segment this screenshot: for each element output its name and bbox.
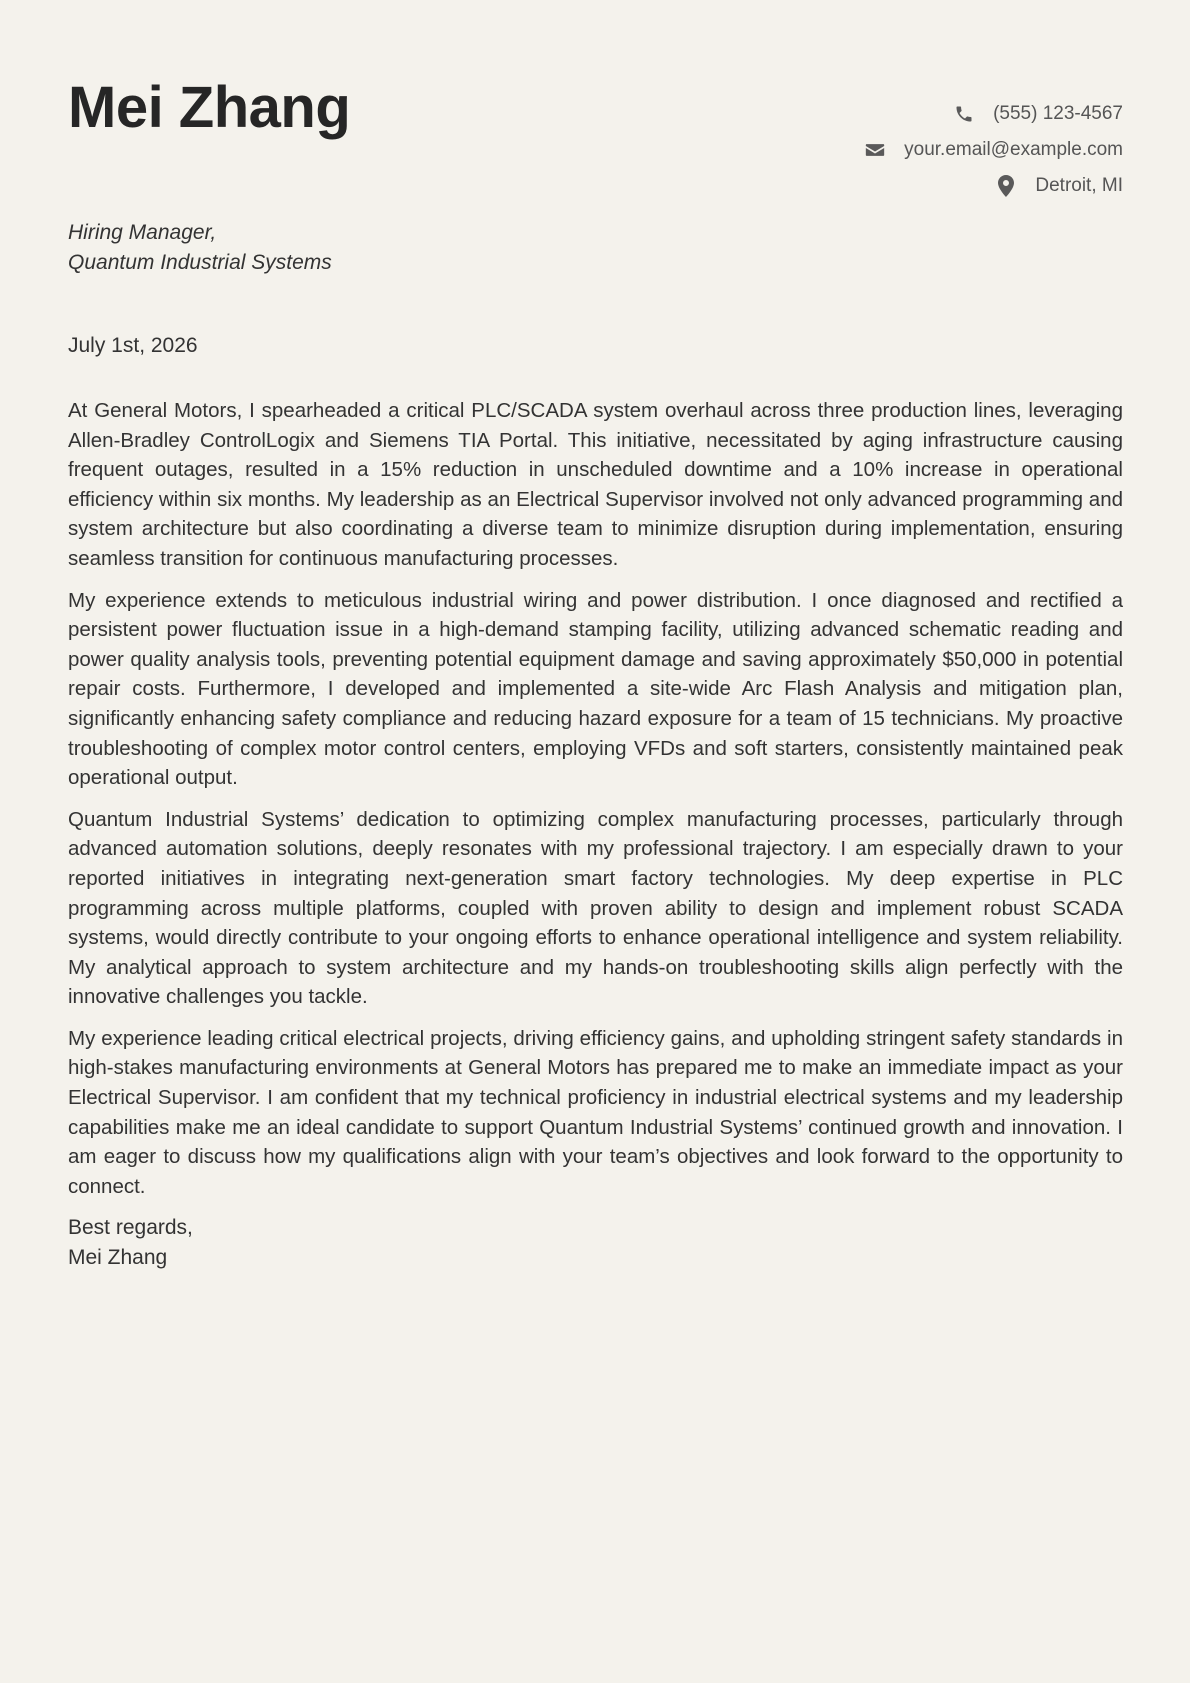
letter-body xyxy=(68,396,1123,1273)
contact-location xyxy=(864,168,1123,204)
recipient-title: Hiring Manager, xyxy=(68,221,217,244)
contact-phone xyxy=(864,96,1123,132)
contact-email xyxy=(864,132,1123,168)
email-text: your.email@example.com xyxy=(904,139,1123,160)
envelope-icon xyxy=(864,139,886,161)
letter-date: July 1st, 2026 xyxy=(68,334,198,357)
recipient-company: Quantum Industrial Systems xyxy=(68,251,332,274)
cover-letter-page xyxy=(68,0,1123,1270)
body-paragraph-4: My experience leading critical electrical projects, driving efficiency gains, and upholding stringent safety standards in high-stakes manufacturing environments at General Motors has prepared me to make an immediate impact as your Electrical Supervisor. I am confident that my technical proficiency in industrial electrical systems and my leadership capabilities make me an ideal candidate to support Quantum Industrial Systems’ continued growth and innovation. I am eager to discuss how my qualifications align with your team’s objectives and look forward to the opportunity to connect. xyxy=(68,1026,1123,1198)
body-paragraph-2: My experience extends to meticulous industrial wiring and power distribution. I once diagnosed and rectified a persistent power fluctuation issue in a high-demand stamping facility, utilizing advanced schematic reading and power quality analysis tools, preventing potential equipment damage and saving approximately $50,000 in potential repair costs. Furthermore, I developed and implemented a site-wide Arc Flash Analysis and mitigation plan, significantly enhancing safety compliance and reducing hazard exposure for a team of 15 technicians. My proactive troubleshooting of complex motor control centers, employing VFDs and soft starters, consistently maintained peak operational output. xyxy=(68,588,1123,790)
closing-block xyxy=(68,1213,1123,1272)
map-pin-icon xyxy=(995,175,1017,197)
letter-header xyxy=(68,0,1123,200)
recipient-block xyxy=(68,218,332,278)
location-text: Detroit, MI xyxy=(1035,175,1123,196)
applicant-name: Mei Zhang xyxy=(68,75,351,140)
phone-icon xyxy=(953,103,975,125)
phone-text: (555) 123-4567 xyxy=(993,103,1123,124)
body-paragraph-3: Quantum Industrial Systems’ dedication to optimizing complex manufacturing processes, particularly through advanced automation solutions, deeply resonates with my professional trajectory. I am especially drawn to your reported initiatives in integrating next-generation smart factory technologies. My deep expertise in PLC programming across multiple platforms, coupled with proven ability to design and implement robust SCADA systems, would directly contribute to your ongoing efforts to enhance operational intelligence and system reliability. My analytical approach to system architecture and my hands-on troubleshooting skills align perfectly with the innovative challenges you tackle. xyxy=(68,807,1123,1009)
closing-signature: Mei Zhang xyxy=(68,1246,168,1270)
body-paragraph-1: At General Motors, I spearheaded a critical PLC/SCADA system overhaul across three production lines, leveraging Allen-Bradley ControlLogix and Siemens TIA Portal. This initiative, necessitated by aging infrastructure causing frequent outages, resulted in a 15% reduction in unscheduled downtime and a 10% increase in operational efficiency within six months. My leadership as an Electrical Supervisor involved not only advanced programming and system architecture but also coordinating a diverse team to minimize disruption during implementation, ensuring seamless transition for continuous manufacturing processes. xyxy=(68,399,1123,570)
contact-block xyxy=(864,96,1123,204)
closing-salutation: Best regards, xyxy=(68,1216,193,1240)
